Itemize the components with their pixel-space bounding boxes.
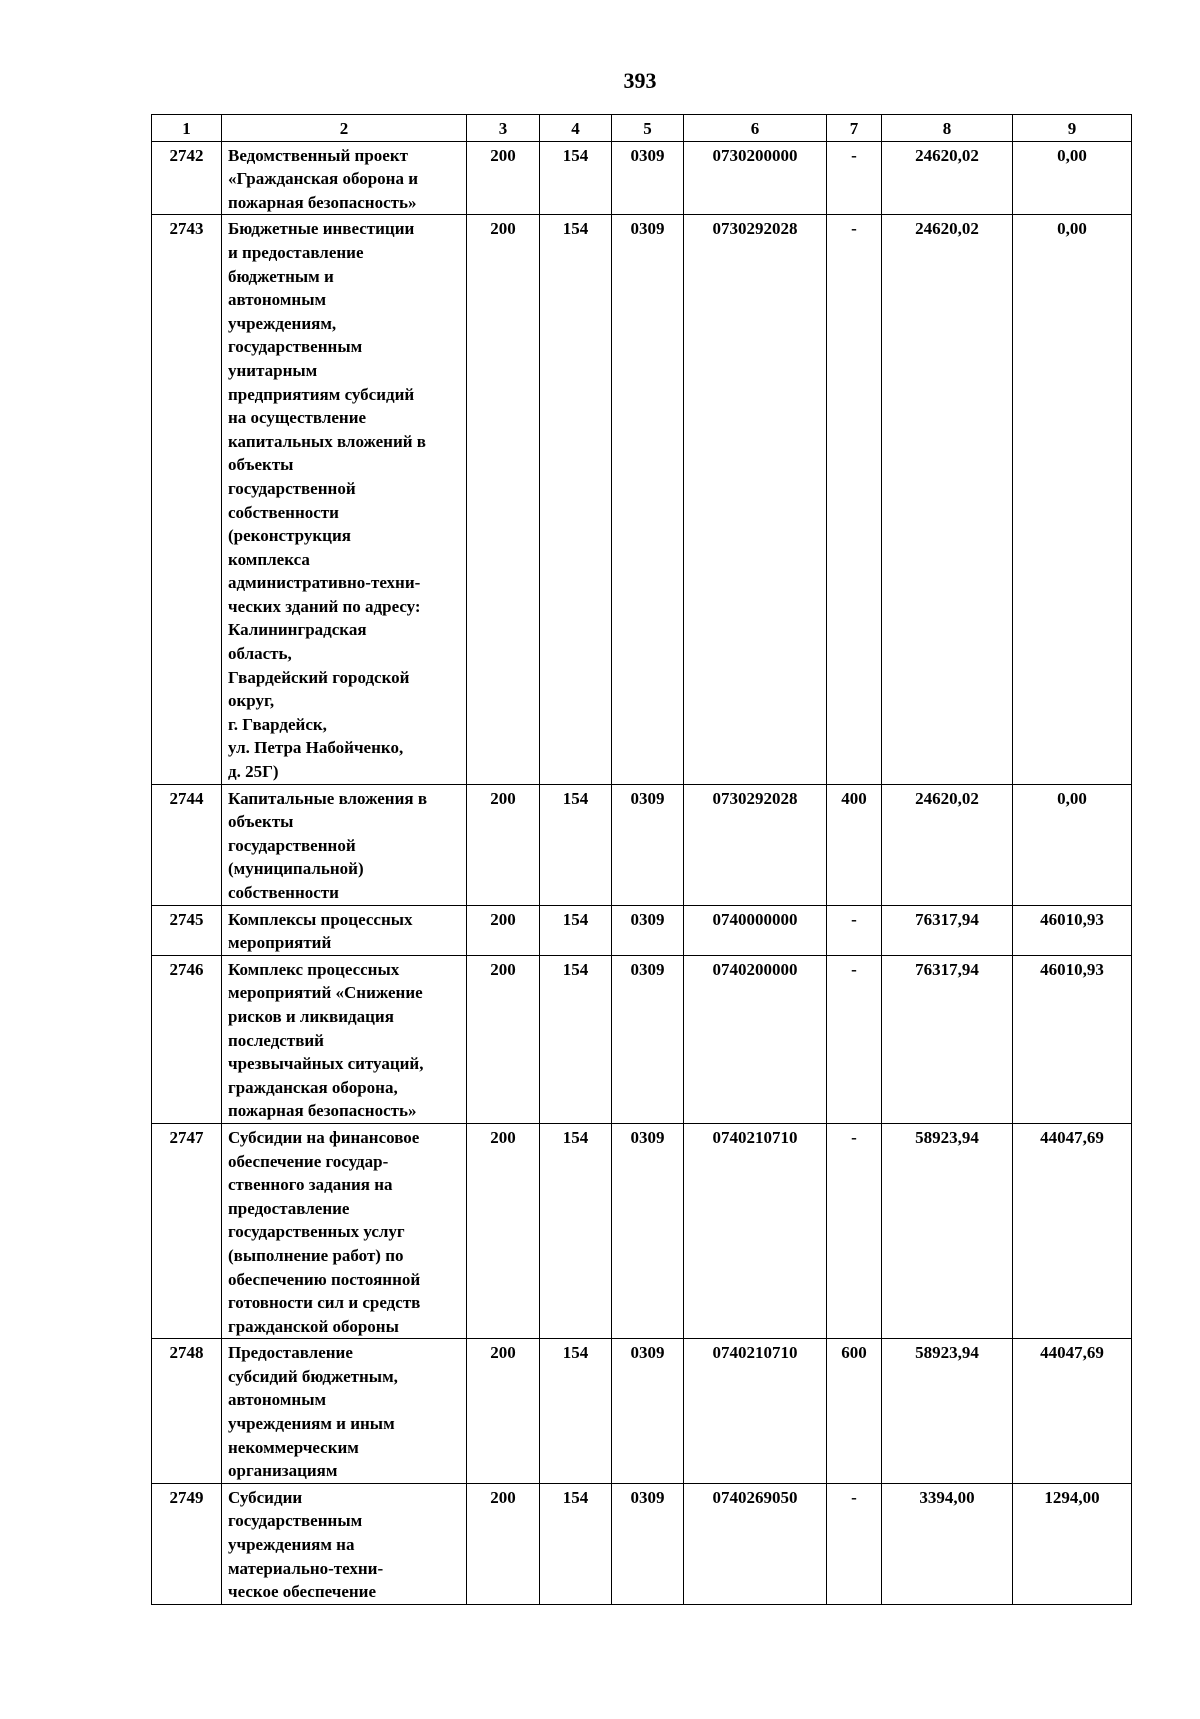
table-row <box>152 784 1132 905</box>
cell-col5: 0309 <box>612 955 684 1123</box>
cell-col6: 0740000000 <box>684 905 827 955</box>
cell-col6: 0740200000 <box>684 955 827 1123</box>
cell-col3: 200 <box>467 215 540 784</box>
cell-col9: 0,00 <box>1013 215 1132 784</box>
column-header: 9 <box>1013 115 1132 142</box>
column-header: 4 <box>540 115 612 142</box>
cell-col5: 0309 <box>612 215 684 784</box>
cell-col9: 0,00 <box>1013 141 1132 215</box>
table-row <box>152 215 1132 784</box>
table-row <box>152 1483 1132 1604</box>
cell-col8: 24620,02 <box>882 784 1013 905</box>
cell-col8: 76317,94 <box>882 955 1013 1123</box>
cell-col5: 0309 <box>612 1339 684 1484</box>
table-row <box>152 1123 1132 1338</box>
cell-col5: 0309 <box>612 1123 684 1338</box>
cell-col4: 154 <box>540 1339 612 1484</box>
cell-col4: 154 <box>540 784 612 905</box>
row-number: 2748 <box>152 1339 222 1484</box>
cell-col5: 0309 <box>612 905 684 955</box>
cell-col6: 0740210710 <box>684 1123 827 1338</box>
cell-col6: 0740210710 <box>684 1339 827 1484</box>
table-row <box>152 1339 1132 1484</box>
cell-col8: 58923,94 <box>882 1339 1013 1484</box>
cell-col7: 600 <box>827 1339 882 1484</box>
table-row <box>152 905 1132 955</box>
cell-col4: 154 <box>540 1123 612 1338</box>
row-description: Предоставление субсидий бюджетным, автономным учреждениям и иным некоммерческим организациям <box>222 1339 467 1484</box>
cell-col7: - <box>827 141 882 215</box>
cell-col8: 76317,94 <box>882 905 1013 955</box>
column-header: 3 <box>467 115 540 142</box>
cell-col8: 3394,00 <box>882 1483 1013 1604</box>
cell-col7: - <box>827 905 882 955</box>
row-description: Комплекс процессных мероприятий «Снижение рисков и ликвидация последствий чрезвычайных ситуаций, гражданская оборона, пожарная безопасность» <box>222 955 467 1123</box>
cell-col7: - <box>827 955 882 1123</box>
row-number: 2744 <box>152 784 222 905</box>
cell-col6: 0730292028 <box>684 784 827 905</box>
column-header: 2 <box>222 115 467 142</box>
cell-col5: 0309 <box>612 1483 684 1604</box>
cell-col7: - <box>827 1123 882 1338</box>
cell-col4: 154 <box>540 215 612 784</box>
cell-col8: 24620,02 <box>882 141 1013 215</box>
column-header: 5 <box>612 115 684 142</box>
cell-col8: 58923,94 <box>882 1123 1013 1338</box>
row-description: Капитальные вложения в объекты государственной (муниципальной) собственности <box>222 784 467 905</box>
table-row <box>152 141 1132 215</box>
cell-col3: 200 <box>467 1339 540 1484</box>
row-description: Ведомственный проект «Гражданская оборона и пожарная безопасность» <box>222 141 467 215</box>
cell-col3: 200 <box>467 1483 540 1604</box>
column-header: 8 <box>882 115 1013 142</box>
cell-col6: 0740269050 <box>684 1483 827 1604</box>
cell-col6: 0730292028 <box>684 215 827 784</box>
cell-col9: 0,00 <box>1013 784 1132 905</box>
row-description: Комплексы процессных мероприятий <box>222 905 467 955</box>
cell-col3: 200 <box>467 1123 540 1338</box>
cell-col4: 154 <box>540 905 612 955</box>
cell-col4: 154 <box>540 141 612 215</box>
row-number: 2746 <box>152 955 222 1123</box>
cell-col4: 154 <box>540 955 612 1123</box>
column-header: 6 <box>684 115 827 142</box>
cell-col7: - <box>827 215 882 784</box>
budget-table <box>151 114 1132 1605</box>
cell-col9: 1294,00 <box>1013 1483 1132 1604</box>
row-number: 2743 <box>152 215 222 784</box>
cell-col9: 46010,93 <box>1013 955 1132 1123</box>
cell-col5: 0309 <box>612 784 684 905</box>
cell-col3: 200 <box>467 141 540 215</box>
row-description: Субсидии государственным учреждениям на материально-техни- ческое обеспечение <box>222 1483 467 1604</box>
cell-col8: 24620,02 <box>882 215 1013 784</box>
cell-col9: 44047,69 <box>1013 1339 1132 1484</box>
cell-col9: 46010,93 <box>1013 905 1132 955</box>
cell-col7: 400 <box>827 784 882 905</box>
row-number: 2749 <box>152 1483 222 1604</box>
row-number: 2745 <box>152 905 222 955</box>
row-description: Бюджетные инвестиции и предоставление бюджетным и автономным учреждениям, государственным унитарным предприятиям субсидий на осуществление капитальных вложений в объекты государственной собственности (реконструкция комплекса административно-техни- ческих зданий по адресу: Калининградская область, Гвардейский городской округ, г. Гвардейск, ул. Петра Набойченко, д. 25Г) <box>222 215 467 784</box>
header-row <box>152 115 1132 142</box>
column-header: 1 <box>152 115 222 142</box>
cell-col3: 200 <box>467 955 540 1123</box>
cell-col3: 200 <box>467 905 540 955</box>
cell-col9: 44047,69 <box>1013 1123 1132 1338</box>
table-row <box>152 955 1132 1123</box>
page-number: 393 <box>623 68 657 93</box>
cell-col6: 0730200000 <box>684 141 827 215</box>
column-header: 7 <box>827 115 882 142</box>
cell-col3: 200 <box>467 784 540 905</box>
row-number: 2742 <box>152 141 222 215</box>
cell-col5: 0309 <box>612 141 684 215</box>
cell-col7: - <box>827 1483 882 1604</box>
row-description: Субсидии на финансовое обеспечение государ- ственного задания на предоставление государственных услуг (выполнение работ) по обеспечению постоянной готовности сил и средств гражданской обороны <box>222 1123 467 1338</box>
cell-col4: 154 <box>540 1483 612 1604</box>
row-number: 2747 <box>152 1123 222 1338</box>
